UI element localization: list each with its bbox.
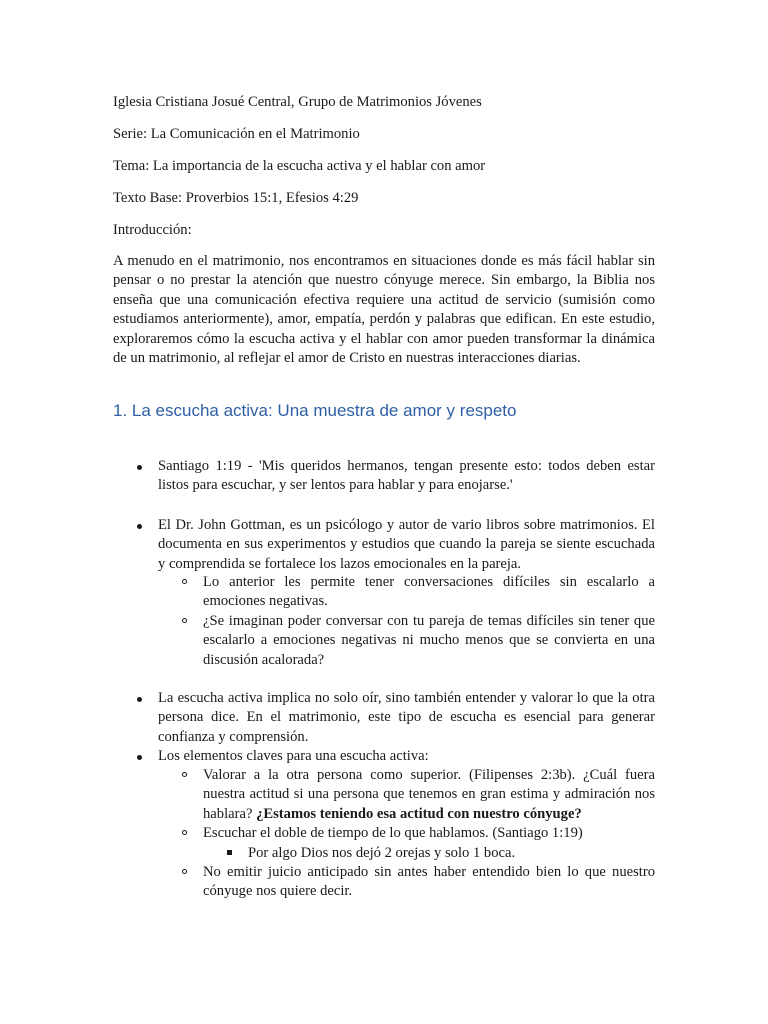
bullet-dot-icon [137, 465, 142, 470]
list-subitem-gottman-1: Lo anterior les permite tener conversaciones difíciles sin escalarlo a emociones negativas. [203, 574, 655, 610]
topic-line: Tema: La importancia de la escucha activa y el hablar con amor [113, 158, 486, 174]
list-item-santiago: Santiago 1:19 - 'Mis queridos hermanos, tengan presente esto: todos deben estar listos para escuchar, y ser lentos para hablar y para enojarse.' [158, 458, 655, 494]
list-subitem-gottman-2: ¿Se imaginan poder conversar con tu pareja de temas difíciles sin tener que escalarlo a emociones negativas ni mucho menos que se convierta en una discusión acalorada? [203, 613, 655, 668]
bullet-dot-icon [137, 755, 142, 760]
introduction-label: Introducción: [113, 222, 192, 238]
circle-bullet-icon [182, 869, 187, 874]
list-subitem-escuchar-doble: Escuchar el doble de tiempo de lo que hablamos. (Santiago 1:19) [203, 825, 583, 841]
circle-bullet-icon [182, 772, 187, 777]
bullet-dot-icon [137, 697, 142, 702]
intro-paragraph: A menudo en el matrimonio, nos encontramos en situaciones donde es más fácil hablar sin pensar o no prestar la atención que nuestro cónyuge merece. Sin embargo, la Biblia nos enseña que una comunicación efectiva requiere una actitud de servicio (sumisión como estudiamos anteriormente), amor, empatía, perdón y palabras que edifican. En este estudio, exploraremos cómo la escucha activa y el hablar con amor pueden transformar la dinámica de un matrimonio, al reflejar el amor de Cristo en nuestras interacciones diarias. [113, 253, 655, 367]
list-item-gottman: El Dr. John Gottman, es un psicólogo y autor de vario libros sobre matrimonios. El documenta en sus experimentos y estudios que cuando la pareja se siente escuchada y comprendida se fortalece los lazos emocionales en la pareja. [158, 517, 655, 572]
square-bullet-icon [227, 850, 232, 855]
base-text-line: Texto Base: Proverbios 15:1, Efesios 4:29 [113, 190, 359, 206]
list-subitem-no-juicio: No emitir juicio anticipado sin antes haber entendido bien lo que nuestro cónyuge nos quiere decir. [203, 864, 655, 900]
circle-bullet-icon [182, 618, 187, 623]
bullet-dot-icon [137, 524, 142, 529]
circle-bullet-icon [182, 830, 187, 835]
series-line: Serie: La Comunicación en el Matrimonio [113, 126, 360, 142]
valorar-text: Valorar a la otra persona como superior. (Filipenses 2:3b). ¿Cuál fuera nuestra actitud si una persona que tenemos en gran estima y admiración nos hablara? [203, 767, 655, 822]
church-line: Iglesia Cristiana Josué Central, Grupo de Matrimonios Jóvenes [113, 94, 482, 110]
valorar-question-bold: ¿Estamos teniendo esa actitud con nuestro cónyuge? [256, 805, 582, 822]
list-item-escucha-activa: La escucha activa implica no solo oír, sino también entender y valorar lo que la otra persona dice. En el matrimonio, este tipo de escucha es esencial para generar confianza y comprensión. [158, 690, 655, 745]
section-1-heading: 1. La escucha activa: Una muestra de amor y respeto [113, 401, 517, 420]
list-subitem-valorar [203, 766, 655, 824]
list-subsubitem-orejas: Por algo Dios nos dejó 2 orejas y solo 1 boca. [248, 845, 516, 861]
circle-bullet-icon [182, 579, 187, 584]
list-item-elementos: Los elementos claves para una escucha activa: [158, 748, 429, 764]
